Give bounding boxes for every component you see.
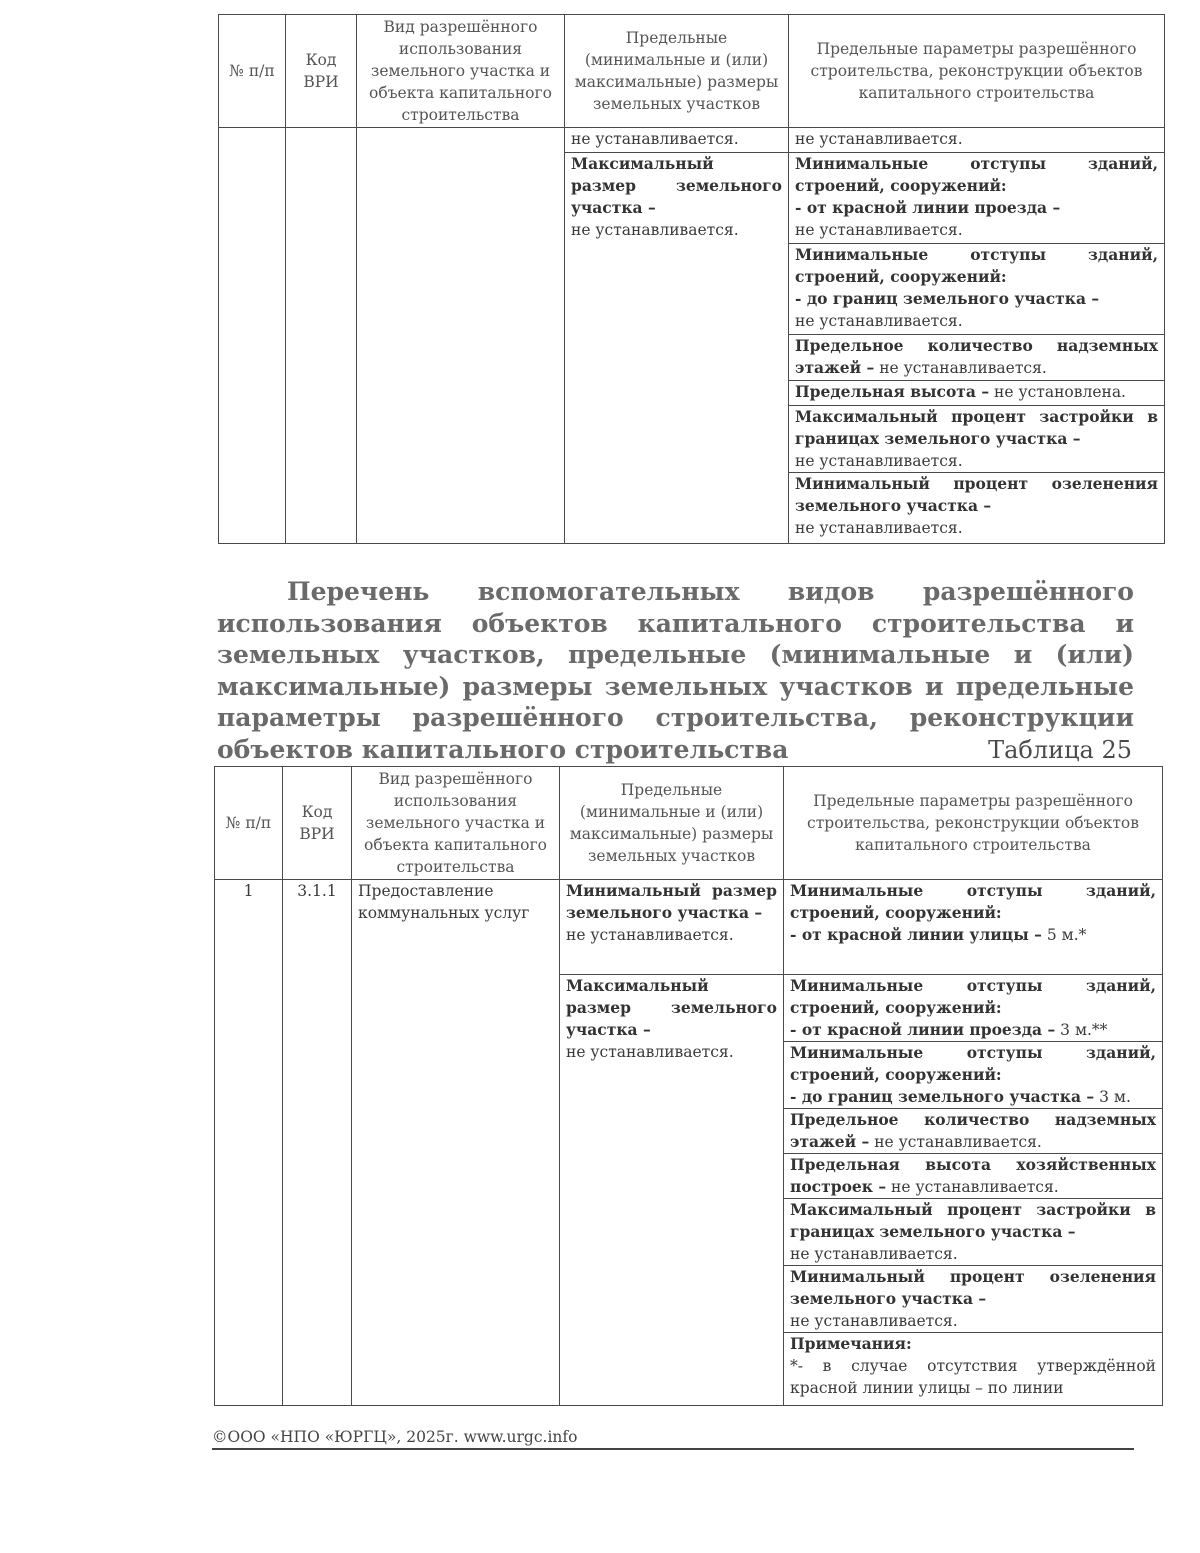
- param-sub: - от красной линии проезда –: [790, 1020, 1056, 1039]
- param-value: не устанавливается.: [790, 1312, 958, 1330]
- param-item: [789, 406, 1164, 473]
- cell-num: [219, 128, 286, 544]
- cell-param-1: [784, 880, 1163, 975]
- table-row: [219, 128, 1165, 153]
- param-item: [789, 244, 1164, 335]
- table-header-row: [215, 767, 1163, 880]
- notes-title: Примечания:: [790, 1334, 912, 1353]
- param-item: [784, 1154, 1162, 1199]
- param-item: [784, 975, 1162, 1042]
- param-value: не устанавливается.: [795, 312, 963, 330]
- param-item: [784, 1109, 1162, 1154]
- param-item: [789, 335, 1164, 381]
- param-label: Минимальный процент озеленения земельного участка –: [795, 474, 1158, 515]
- param-value: 3 м.**: [1060, 1021, 1108, 1039]
- param-value: не установлена.: [994, 383, 1126, 401]
- header-code: Код ВРИ: [283, 767, 352, 880]
- param-value: 3 м.: [1099, 1088, 1131, 1106]
- param-label: Минимальные отступы зданий, строений, сооружений:: [790, 1043, 1156, 1084]
- header-num: № п/п: [215, 767, 283, 880]
- param-label: Минимальные отступы зданий, строений, сооружений:: [790, 881, 1156, 922]
- cell-params-list: [784, 975, 1163, 1406]
- header-size: Предельные (минимальные и (или) максимальные) размеры земельных участков: [560, 767, 784, 880]
- param-value: 5 м.*: [1046, 926, 1087, 944]
- header-type: Вид разрешённого использования земельного участка и объекта капитального строительства: [357, 15, 565, 128]
- param-item: [789, 473, 1164, 540]
- params-list: [789, 153, 1164, 539]
- header-size: Предельные (минимальные и (или) максимальные) размеры земельных участков: [565, 15, 789, 128]
- param-sub: - до границ земельного участка –: [790, 1087, 1095, 1106]
- cell-type: Предоставление коммунальных услуг: [352, 880, 560, 1406]
- cell-size-max: [565, 153, 789, 544]
- cell-type: [357, 128, 565, 544]
- param-value: не устанавливается.: [795, 519, 963, 537]
- page-footer: ©ООО «НПО «ЮРГЦ», 2025г. www.urgc.info: [212, 1428, 1134, 1450]
- size-max-value: не устанавливается.: [566, 1043, 734, 1061]
- param-label: Предельная высота –: [795, 382, 990, 401]
- cell-size-top: не устанавливается.: [565, 128, 789, 153]
- param-item: [784, 1266, 1162, 1333]
- params-list: [784, 975, 1162, 1399]
- table-header-row: [219, 15, 1165, 128]
- param-item: [784, 1199, 1162, 1266]
- param-label: Максимальный процент застройки в границах земельного участка –: [790, 1200, 1156, 1241]
- size-min-value: не устанавливается.: [566, 926, 734, 944]
- param-value: не устанавливается.: [891, 1178, 1059, 1196]
- size-max-value: не устанавливается.: [571, 221, 739, 239]
- table-continuation: [218, 14, 1165, 544]
- notes-text: *- в случае отсутствия утверждённой красной линии улицы – по линии: [790, 1357, 1156, 1397]
- size-min-label: Минимальный размер земельного участка –: [566, 881, 777, 922]
- header-params: Предельные параметры разрешённого строительства, реконструкции объектов капитального строительства: [789, 15, 1165, 128]
- table-25: [214, 766, 1163, 1406]
- cell-size-max: [560, 975, 784, 1406]
- param-sub: - от красной линии улицы –: [790, 925, 1042, 944]
- param-value: не устанавливается.: [874, 1133, 1042, 1151]
- size-max-label: Максимальный размер земельного участка –: [571, 154, 782, 217]
- cell-code: 3.1.1: [283, 880, 352, 1406]
- param-sub: - от красной линии проезда –: [795, 198, 1061, 217]
- param-value: не устанавливается.: [795, 221, 963, 239]
- size-max-label: Максимальный размер земельного участка –: [566, 976, 777, 1039]
- param-label: Минимальный процент озеленения земельного участка –: [790, 1267, 1156, 1308]
- param-label: Минимальные отступы зданий, строений, сооружений:: [790, 976, 1156, 1017]
- cell-size-min: [560, 880, 784, 975]
- param-label: Предельное количество надземных этажей –: [790, 1110, 1156, 1151]
- cell-num: 1: [215, 880, 283, 1406]
- param-value: не устанавливается.: [879, 359, 1047, 377]
- param-sub: - до границ земельного участка –: [795, 289, 1100, 308]
- heading-text: Перечень вспомогательных видов разрешённого использования объектов капитального строительства и земельных участков, предельные (минимальные и (или) максимальные) размеры земельных участков и предельные параметры разрешённого строительства, реконструкции объектов капитального строительства: [217, 577, 1134, 764]
- cell-code: [286, 128, 357, 544]
- param-label: Предельное количество надземных этажей –: [795, 336, 1158, 377]
- notes-item: [784, 1333, 1162, 1400]
- header-code: Код ВРИ: [286, 15, 357, 128]
- table-row: [215, 880, 1163, 975]
- cell-params-list: [789, 153, 1165, 544]
- param-label: Предельная высота хозяйственных построек –: [790, 1155, 1156, 1196]
- param-item: [784, 1042, 1162, 1109]
- param-value: не устанавливается.: [790, 1245, 958, 1263]
- header-num: № п/п: [219, 15, 286, 128]
- header-params: Предельные параметры разрешённого строительства, реконструкции объектов капитального строительства: [784, 767, 1163, 880]
- param-item: [789, 381, 1164, 406]
- param-label: Минимальные отступы зданий, строений, сооружений:: [795, 245, 1158, 286]
- param-label: Максимальный процент застройки в границах земельного участка –: [795, 407, 1158, 448]
- cell-params-top: не устанавливается.: [789, 128, 1165, 153]
- param-item: [789, 153, 1164, 244]
- header-type: Вид разрешённого использования земельного участка и объекта капитального строительства: [352, 767, 560, 880]
- param-value: не устанавливается.: [795, 452, 963, 470]
- param-label: Минимальные отступы зданий, строений, сооружений:: [795, 154, 1158, 195]
- table-label: Таблица 25: [988, 736, 1132, 764]
